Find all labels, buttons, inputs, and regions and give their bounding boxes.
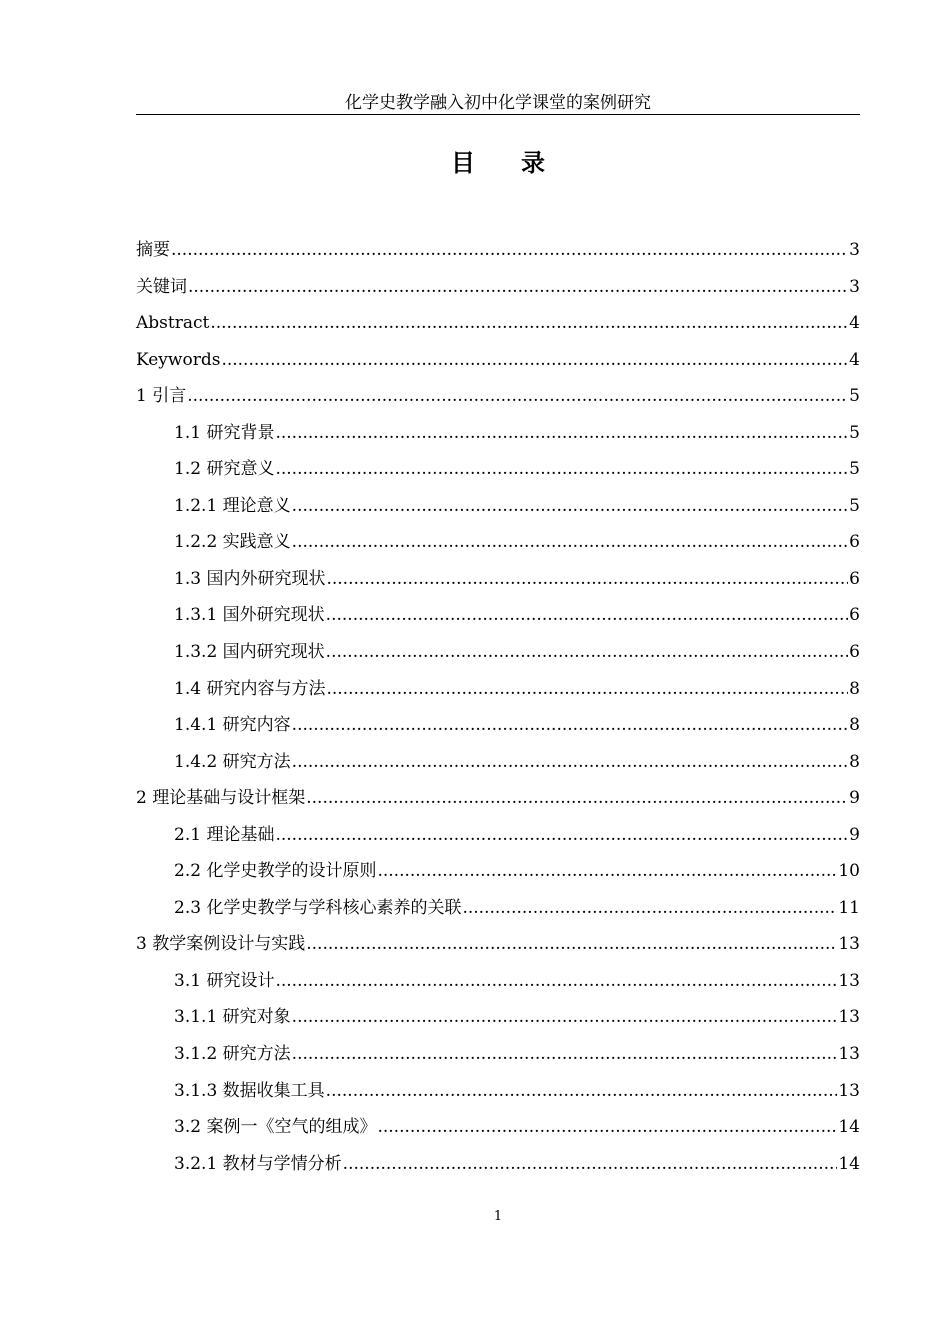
dot-leader (292, 524, 849, 561)
toc-entry-label: 摘要 (136, 240, 170, 260)
toc-entry-page: 13 (838, 970, 860, 991)
toc-entry-label: 2.3 化学史教学与学科核心素养的关联 (174, 897, 462, 918)
toc-entry-page: 8 (849, 678, 860, 699)
toc-entry-label: 1.3 国内外研究现状 (174, 568, 326, 589)
toc-entry[interactable] (136, 1073, 860, 1110)
toc-entry[interactable] (136, 451, 860, 488)
toc-entry-label: 2 理论基础与设计框架 (136, 788, 306, 809)
toc-entry[interactable] (136, 378, 860, 415)
toc-entry-page: 4 (849, 349, 860, 370)
toc-entry-page: 13 (838, 1007, 860, 1028)
toc-entry-label: 3.1.2 研究方法 (174, 1044, 291, 1065)
dot-leader (292, 488, 849, 525)
header-rule (136, 114, 860, 115)
dot-leader (187, 378, 848, 415)
toc-entry-label: 3.1 研究设计 (174, 970, 275, 991)
toc-entry[interactable] (136, 342, 860, 379)
toc-entry-page: 5 (849, 386, 860, 407)
toc-entry-label: 1 引言 (136, 386, 187, 407)
toc-entry-label: 3.2 案例一《空气的组成》 (174, 1117, 377, 1138)
toc-entry[interactable] (136, 561, 860, 598)
toc-entry-label: 3.2.1 教材与学情分析 (174, 1153, 342, 1174)
dot-leader (326, 671, 848, 708)
toc-entry[interactable] (136, 1109, 860, 1146)
dot-leader (171, 232, 848, 269)
toc-entry-page: 8 (849, 715, 860, 736)
toc-entry-label: 关键词 (136, 276, 187, 297)
toc-entry-page: 6 (849, 605, 860, 626)
toc-entry[interactable] (136, 963, 860, 1000)
toc-entry-page: 8 (849, 751, 860, 772)
toc-entry-label: 1.3.1 国外研究现状 (174, 605, 325, 626)
dot-leader (306, 780, 848, 817)
toc-entry-label: 1.1 研究背景 (174, 422, 275, 443)
toc-entry[interactable] (136, 597, 860, 634)
toc-entry-page: 10 (838, 861, 860, 882)
toc-entry-label: 1.2 研究意义 (174, 459, 275, 480)
dot-leader (326, 561, 848, 598)
dot-leader (292, 999, 838, 1036)
toc-entry-page: 9 (849, 824, 860, 845)
dot-leader (221, 342, 848, 379)
toc-entry[interactable] (136, 780, 860, 817)
toc-entry[interactable] (136, 853, 860, 890)
toc-entry-page: 13 (838, 1080, 860, 1101)
toc-entry-page: 11 (838, 897, 860, 918)
toc-entry-page: 6 (849, 568, 860, 589)
toc-entry-label: 3.1.3 数据收集工具 (174, 1080, 325, 1101)
dot-leader (343, 1146, 838, 1183)
toc-entry-page: 5 (849, 459, 860, 480)
toc-entry-label: Abstract (136, 313, 210, 334)
toc-list (136, 232, 860, 1182)
toc-entry[interactable] (136, 1146, 860, 1183)
toc-entry-label: 1.2.2 实践意义 (174, 532, 291, 553)
toc-entry-page: 3 (849, 240, 860, 260)
toc-entry[interactable] (136, 671, 860, 708)
toc-entry[interactable] (136, 232, 860, 269)
dot-leader (326, 597, 849, 634)
toc-entry[interactable] (136, 524, 860, 561)
toc-entry[interactable] (136, 488, 860, 525)
toc-entry-page: 13 (838, 1044, 860, 1065)
dot-leader (326, 634, 849, 671)
toc-entry-page: 13 (838, 934, 860, 955)
toc-entry-page: 3 (849, 276, 860, 297)
toc-entry[interactable] (136, 999, 860, 1036)
toc-entry-label: 2.2 化学史教学的设计原则 (174, 861, 377, 882)
dot-leader (275, 817, 848, 854)
toc-entry[interactable] (136, 1036, 860, 1073)
dot-leader (275, 963, 837, 1000)
toc-entry-page: 6 (849, 532, 860, 553)
dot-leader (292, 744, 849, 781)
toc-entry[interactable] (136, 305, 860, 342)
toc-entry-label: 1.4 研究内容与方法 (174, 678, 326, 699)
toc-entry-label: 1.4.2 研究方法 (174, 751, 291, 772)
toc-entry-label: 3.1.1 研究对象 (174, 1007, 291, 1028)
dot-leader (210, 305, 848, 342)
toc-entry[interactable] (136, 707, 860, 744)
toc-entry-label: 3 教学案例设计与实践 (136, 934, 306, 955)
page-number: 1 (493, 1209, 503, 1224)
toc-entry[interactable] (136, 926, 860, 963)
dot-leader (275, 415, 848, 452)
dot-leader (326, 1073, 838, 1110)
toc-entry-page: 14 (838, 1153, 860, 1174)
dot-leader (188, 269, 848, 306)
dot-leader (462, 890, 837, 927)
dot-leader (275, 451, 848, 488)
toc-entry-label: Keywords (136, 349, 221, 370)
toc-entry-label: 1.2.1 理论意义 (174, 495, 291, 516)
running-header: 化学史教学融入初中化学课堂的案例研究 (345, 93, 651, 113)
toc-entry-page: 4 (849, 313, 860, 334)
toc-entry-label: 1.3.2 国内研究现状 (174, 642, 325, 663)
toc-entry[interactable] (136, 744, 860, 781)
dot-leader (292, 1036, 838, 1073)
toc-entry[interactable] (136, 817, 860, 854)
toc-entry[interactable] (136, 269, 860, 306)
dot-leader (377, 853, 837, 890)
toc-entry-page: 9 (849, 788, 860, 809)
dot-leader (306, 926, 837, 963)
dot-leader (292, 707, 849, 744)
toc-entry[interactable] (136, 890, 860, 927)
toc-entry-page: 5 (849, 422, 860, 443)
toc-entry[interactable] (136, 415, 860, 452)
toc-entry-label: 1.4.1 研究内容 (174, 715, 291, 736)
toc-entry-page: 14 (838, 1117, 860, 1138)
toc-entry-page: 6 (849, 642, 860, 663)
toc-title: 目录 (451, 149, 591, 177)
toc-entry-label: 2.1 理论基础 (174, 824, 275, 845)
dot-leader (377, 1109, 837, 1146)
toc-entry[interactable] (136, 634, 860, 671)
toc-entry-page: 5 (849, 495, 860, 516)
